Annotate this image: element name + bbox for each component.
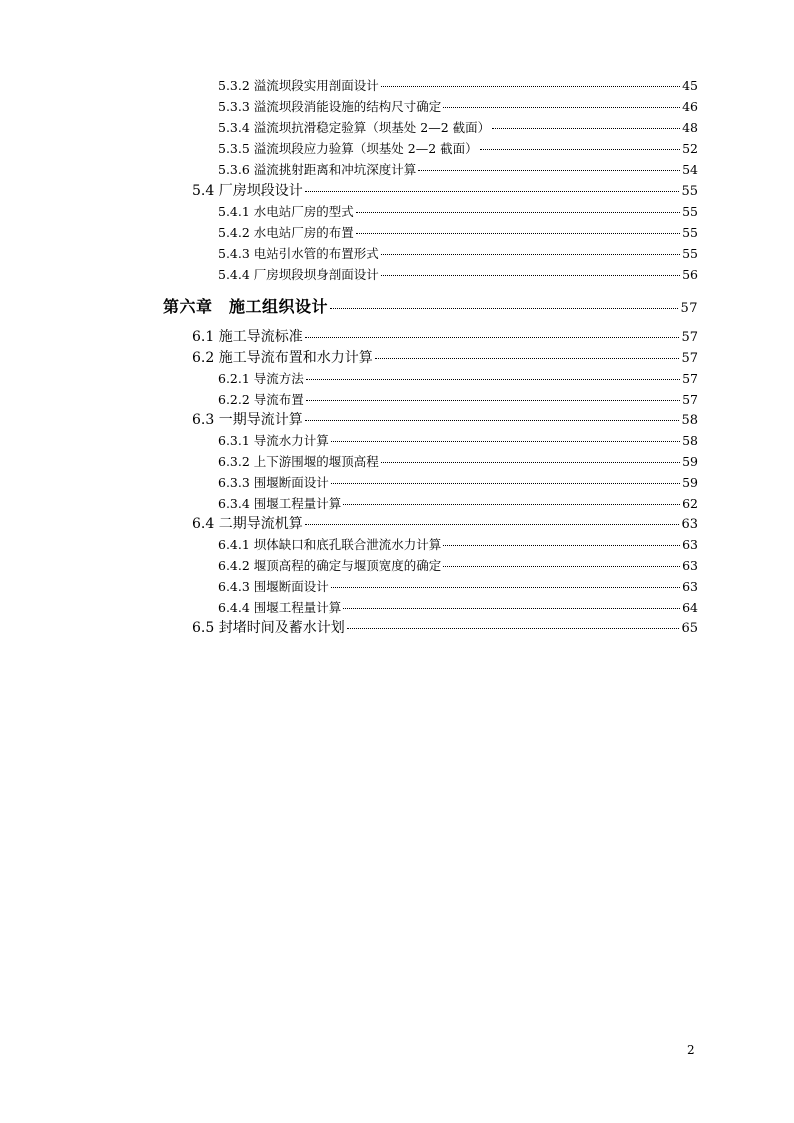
toc-entry-page: 56 (682, 267, 698, 282)
toc-entry-page: 57 (681, 330, 698, 345)
toc-chapter-entry[interactable] (163, 298, 698, 316)
toc-entry-title: 6.4.1 坝体缺口和底孔联合泄流水力计算 (218, 537, 442, 552)
toc-entry-page: 57 (681, 351, 698, 366)
toc-entry-page: 57 (680, 301, 698, 316)
toc-entry-page: 59 (682, 475, 698, 490)
toc-entry-title: 5.3.5 溢流坝段应力验算（坝基处 2—2 截面） (218, 141, 478, 156)
toc-leader-dots (381, 462, 680, 463)
toc-entry[interactable] (218, 224, 698, 242)
toc-entry[interactable] (218, 161, 698, 179)
toc-leader-dots (356, 233, 680, 234)
toc-entry-title: 6.4 二期导流机算 (192, 516, 303, 532)
toc-entry[interactable] (218, 391, 698, 409)
toc-leader-dots (443, 545, 680, 546)
toc-entry-title: 5.3.2 溢流坝段实用剖面设计 (218, 78, 379, 93)
toc-entry-page: 62 (682, 496, 698, 511)
toc-entry[interactable] (218, 370, 698, 388)
toc-entry[interactable] (218, 599, 698, 617)
toc-entry[interactable] (218, 432, 698, 450)
toc-leader-dots (331, 483, 680, 484)
toc-entry[interactable] (192, 349, 698, 367)
toc-entry-page: 46 (682, 99, 698, 114)
toc-leader-dots (330, 308, 678, 309)
toc-entry-page: 63 (682, 537, 698, 552)
toc-entry[interactable] (218, 557, 698, 575)
toc-entry-page: 55 (681, 184, 698, 199)
toc-leader-dots (305, 420, 680, 421)
toc-entry-title: 6.3.3 围堰断面设计 (218, 475, 329, 490)
toc-leader-dots (331, 441, 680, 442)
toc-leader-dots (356, 212, 680, 213)
toc-entry[interactable] (218, 245, 698, 263)
toc-entry[interactable] (218, 77, 698, 95)
toc-entry-page: 63 (681, 517, 698, 532)
toc-entry-title: 5.4.1 水电站厂房的型式 (218, 204, 354, 219)
toc-entry-page: 58 (681, 413, 698, 428)
toc-entry-title: 6.3 一期导流计算 (192, 412, 303, 428)
toc-entry-title: 6.3.1 导流水力计算 (218, 433, 329, 448)
toc-entry-page: 52 (682, 141, 698, 156)
toc-entry-page: 54 (682, 162, 698, 177)
toc-leader-dots (381, 254, 680, 255)
toc-entry-title: 6.1 施工导流标准 (192, 329, 303, 345)
toc-entry-page: 55 (682, 204, 698, 219)
toc-entry-page: 55 (682, 225, 698, 240)
toc-entry-page: 65 (681, 621, 698, 636)
toc-entry-page: 63 (682, 579, 698, 594)
toc-entry-page: 63 (682, 558, 698, 573)
toc-entry-page: 48 (682, 120, 698, 135)
toc-leader-dots (305, 337, 680, 338)
toc-entry-title: 5.3.3 溢流坝段消能设施的结构尺寸确定 (218, 99, 442, 114)
toc-entry-title: 5.4.4 厂房坝段坝身剖面设计 (218, 267, 379, 282)
toc-entry[interactable] (218, 119, 698, 137)
toc-leader-dots (306, 379, 680, 380)
toc-leader-dots (492, 128, 680, 129)
toc-leader-dots (343, 608, 680, 609)
toc-leader-dots (375, 358, 680, 359)
toc-entry-title: 6.5 封堵时间及蓄水计划 (192, 620, 345, 636)
toc-entry-page: 57 (682, 371, 698, 386)
toc-entry-title: 6.2.1 导流方法 (218, 371, 304, 386)
toc-leader-dots (443, 107, 680, 108)
toc-entry[interactable] (192, 182, 698, 200)
toc-chapter-title: 第六章 施工组织设计 (163, 297, 329, 316)
toc-entry[interactable] (218, 474, 698, 492)
toc-leader-dots (343, 504, 680, 505)
toc-entry[interactable] (218, 536, 698, 554)
toc-leader-dots (480, 149, 680, 150)
toc-leader-dots (418, 170, 680, 171)
toc-entry[interactable] (218, 578, 698, 596)
toc-leader-dots (305, 191, 680, 192)
toc-entry[interactable] (192, 411, 698, 429)
toc-entry-title: 5.3.6 溢流挑射距离和冲坑深度计算 (218, 162, 417, 177)
toc-leader-dots (381, 86, 680, 87)
toc-entry-title: 6.2 施工导流布置和水力计算 (192, 350, 373, 366)
page-number: 2 (687, 1043, 695, 1057)
toc-entry-page: 55 (682, 246, 698, 261)
toc-entry-title: 6.2.2 导流布置 (218, 392, 304, 407)
toc-entry-page: 45 (682, 78, 698, 93)
toc-entry-title: 5.4.3 电站引水管的布置形式 (218, 246, 379, 261)
toc-entry-page: 58 (682, 433, 698, 448)
toc-entry-title: 6.4.4 围堰工程量计算 (218, 600, 342, 615)
toc-entry-page: 57 (682, 392, 698, 407)
toc-entry-title: 6.3.4 围堰工程量计算 (218, 496, 342, 511)
toc-leader-dots (331, 587, 680, 588)
toc-leader-dots (443, 566, 680, 567)
toc-entry-page: 59 (682, 454, 698, 469)
toc-entry[interactable] (218, 266, 698, 284)
toc-entry[interactable] (192, 328, 698, 346)
toc-entry-page: 64 (682, 600, 698, 615)
toc-entry-title: 5.3.4 溢流坝抗滑稳定验算（坝基处 2—2 截面） (218, 120, 491, 135)
toc-entry[interactable] (218, 453, 698, 471)
toc-entry-title: 6.4.3 围堰断面设计 (218, 579, 329, 594)
toc-entry[interactable] (192, 515, 698, 533)
toc-entry-title: 6.4.2 堰顶高程的确定与堰顶宽度的确定 (218, 558, 442, 573)
toc-leader-dots (381, 275, 680, 276)
toc-leader-dots (306, 400, 680, 401)
toc-entry-title: 5.4 厂房坝段设计 (192, 183, 303, 199)
toc-entry-title: 6.3.2 上下游围堰的堰顶高程 (218, 454, 379, 469)
toc-leader-dots (305, 524, 680, 525)
toc-entry[interactable] (218, 140, 698, 158)
toc-entry-title: 5.4.2 水电站厂房的布置 (218, 225, 354, 240)
toc-entry[interactable] (192, 619, 698, 637)
toc-entry[interactable] (218, 495, 698, 513)
toc-leader-dots (347, 628, 680, 629)
toc-entry[interactable] (218, 203, 698, 221)
toc-entry[interactable] (218, 98, 698, 116)
